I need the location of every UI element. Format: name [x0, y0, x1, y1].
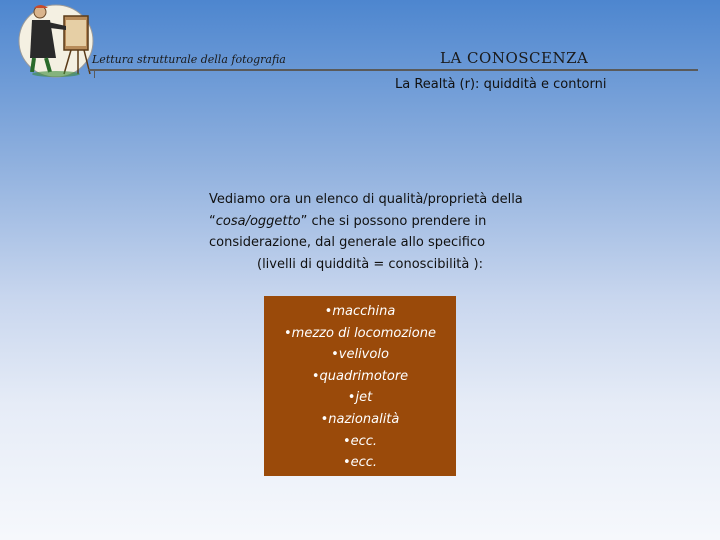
header-divider — [88, 69, 698, 71]
photographer-logo-icon — [16, 2, 98, 80]
list-item: • velivolo — [264, 344, 456, 366]
section-title: LA CONOSCENZA — [440, 49, 589, 67]
slide-title: La Realtà (r): quiddità e contorni — [395, 77, 607, 92]
list-item: • quadrimotore — [264, 366, 456, 388]
intro-text-part2: ” che si possono prendere in considerazione, dal generale allo specifico — [209, 213, 487, 250]
list-item: • mezzo di locomozione — [264, 323, 456, 345]
intro-text-part3: (livelli di quiddità = conoscibilità ): — [257, 256, 483, 272]
list-item: • macchina — [264, 301, 456, 323]
intro-text-part1: Vediamo ora un elenco di qualità/proprietà della “ — [209, 192, 523, 229]
list-item: • nazionalità — [264, 409, 456, 431]
presentation-subtitle: Lettura strutturale della fotografia — [92, 53, 286, 66]
intro-emphasis: cosa/oggetto — [215, 213, 301, 229]
intro-paragraph — [209, 189, 569, 275]
quiddity-levels-box — [264, 296, 456, 476]
list-item: • ecc. — [264, 452, 456, 474]
quiddity-list — [264, 301, 456, 474]
list-item: • ecc. — [264, 431, 456, 453]
list-item: • jet — [264, 387, 456, 409]
header-divider-tick — [94, 71, 95, 78]
